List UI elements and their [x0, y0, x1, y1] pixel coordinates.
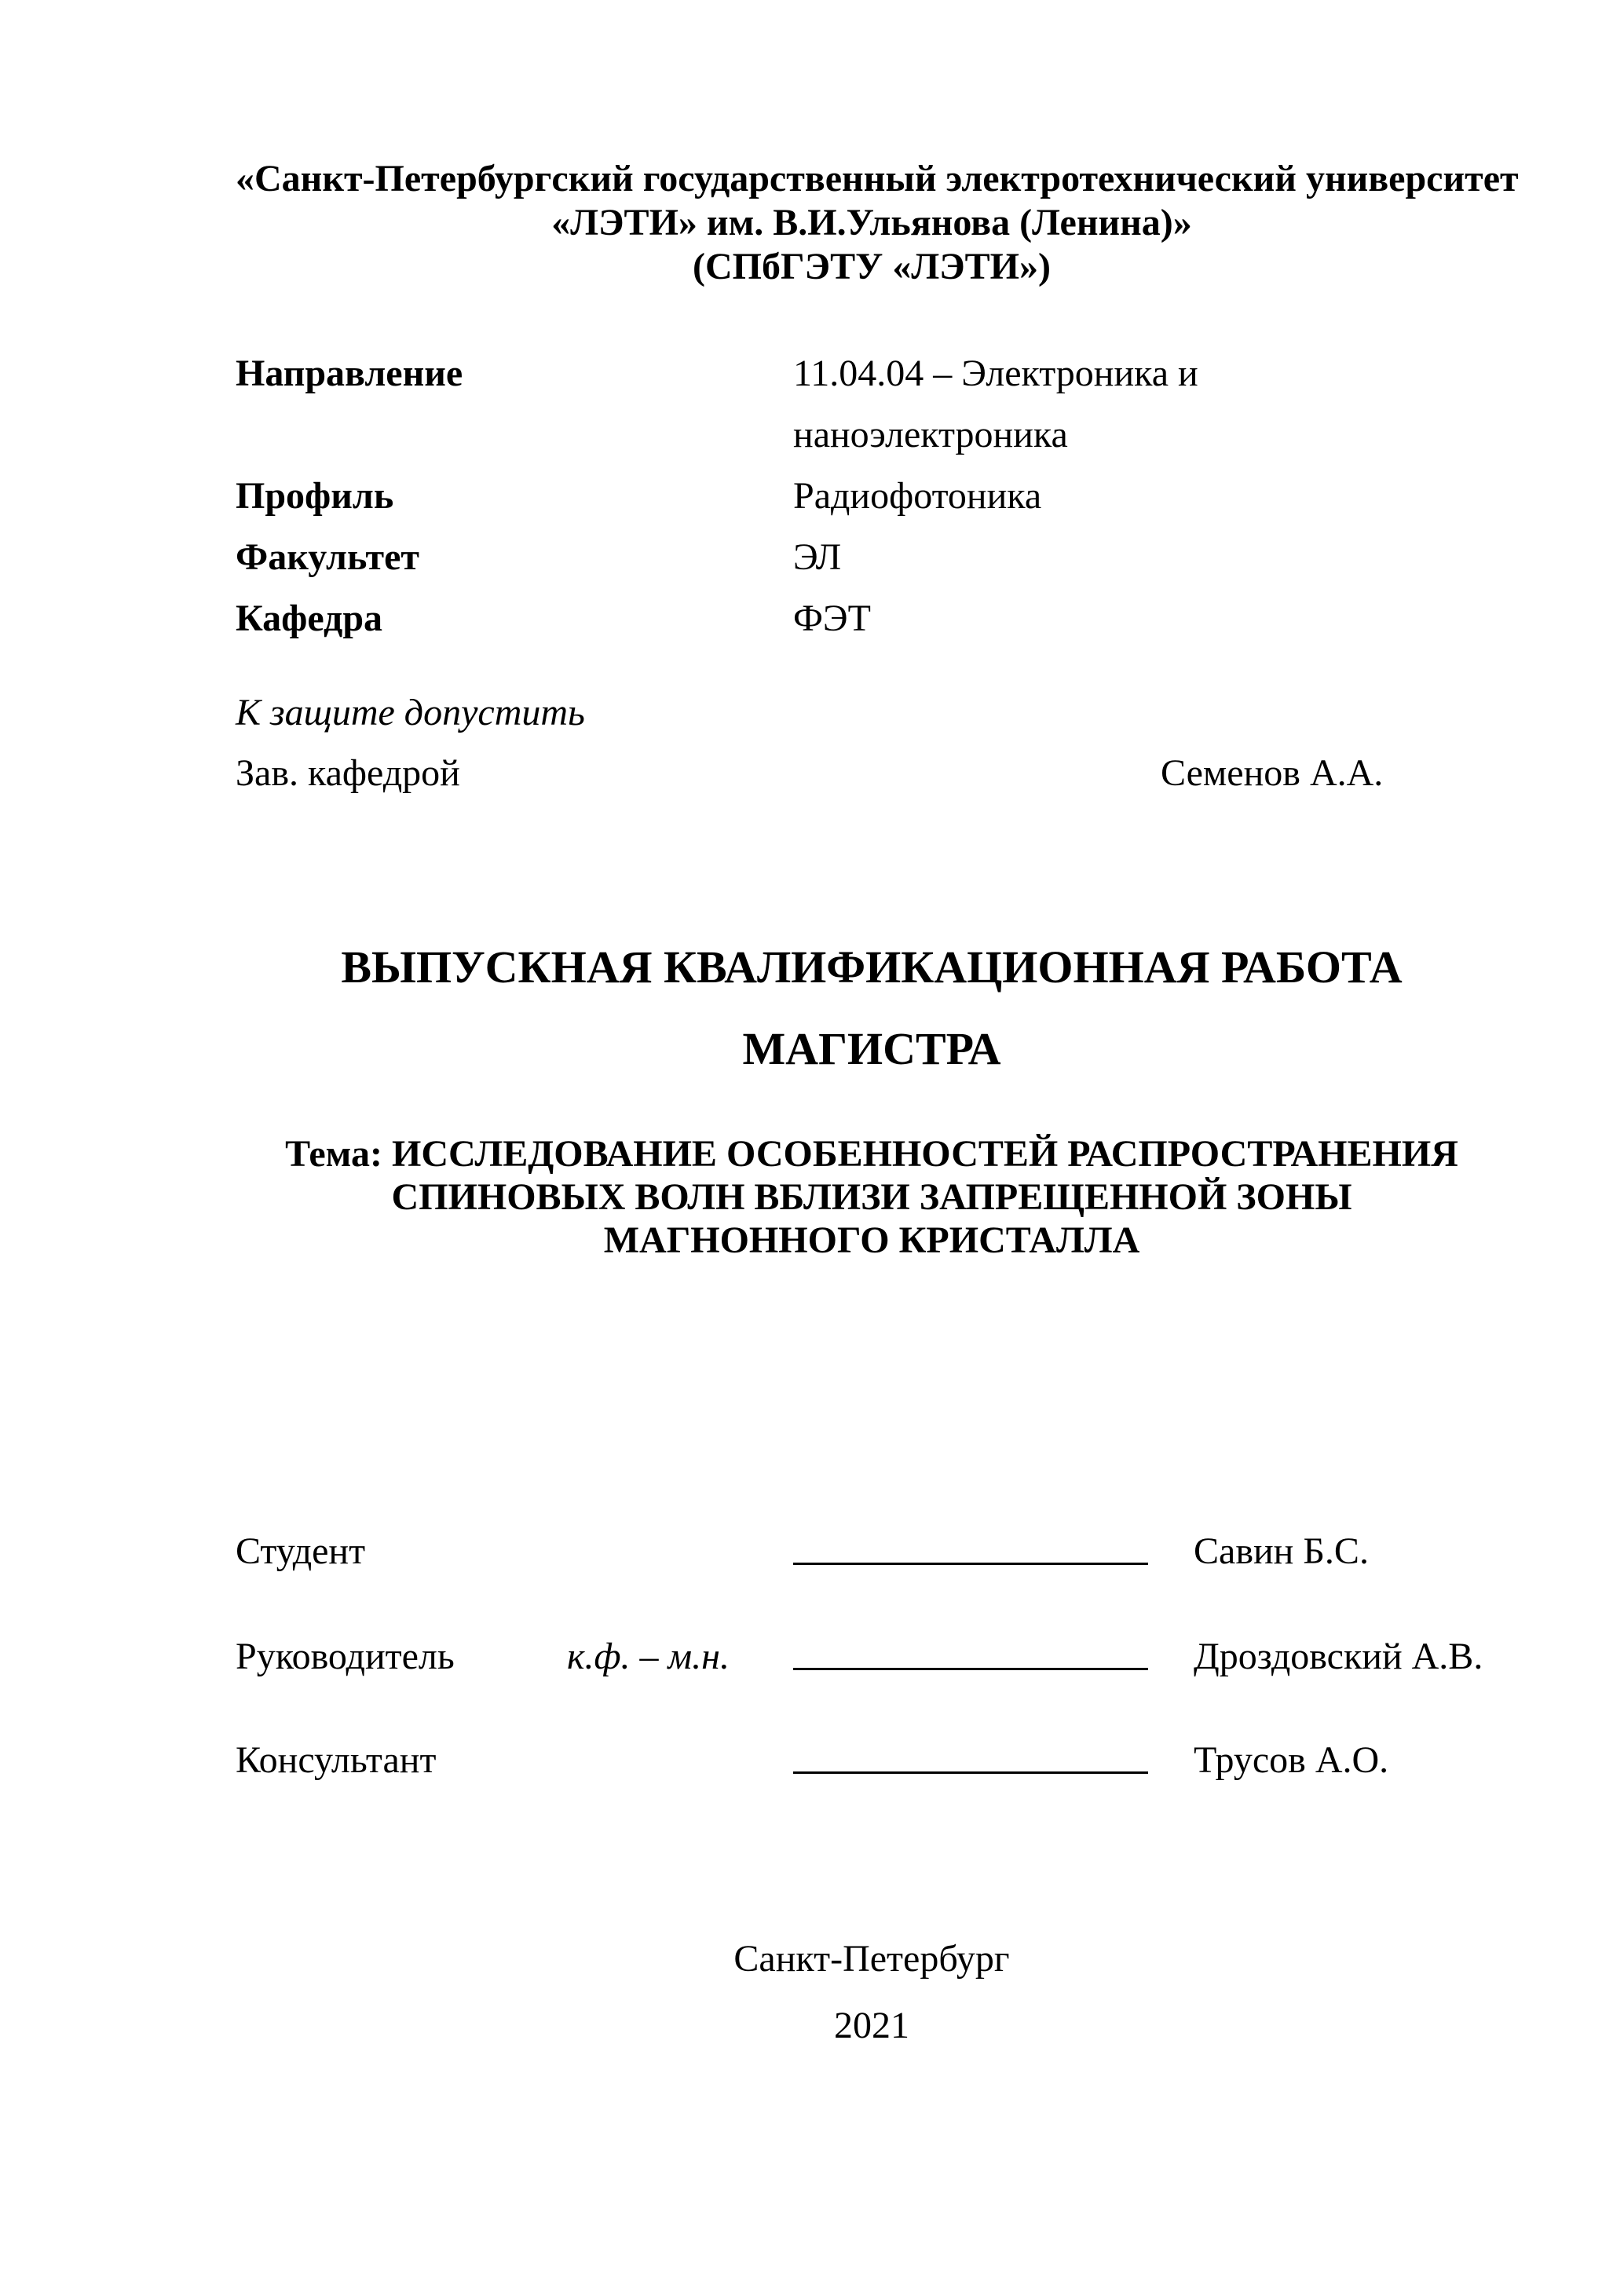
field-label-direction: Направление [236, 353, 463, 394]
university-name-line2: «ЛЭТИ» им. В.И.Ульянова (Ленина)» [551, 202, 1192, 243]
university-header [236, 157, 1519, 289]
department-head-name: Семенов А.А. [1161, 752, 1384, 794]
signature-row-supervisor [0, 1635, 1624, 1682]
signature-row-student [0, 1530, 1624, 1577]
signature-role-supervisor: Руководитель [236, 1636, 455, 1677]
department-head-label: Зав. кафедрой [236, 752, 460, 794]
university-name-line1: «Санкт-Петербургский государственный электротехнический университет [236, 158, 1519, 199]
field-value-direction: 11.04.04 – Электроника и наноэлектроника [793, 353, 1198, 455]
signature-line [793, 1668, 1148, 1670]
signature-degree-supervisor: к.ф. – м.н. [567, 1636, 730, 1677]
field-value-faculty: ЭЛ [793, 536, 842, 578]
university-name-line3: (СПбГЭТУ «ЛЭТИ») [693, 246, 1051, 287]
field-value-department: ФЭТ [793, 598, 871, 639]
thesis-title-line1: ВЫПУСКНАЯ КВАЛИФИКАЦИОННАЯ РАБОТА [341, 941, 1403, 993]
thesis-title-line2: МАГИСТРА [742, 1023, 1001, 1074]
field-value-profile: Радиофотоника [793, 475, 1042, 517]
field-label-faculty: Факультет [236, 536, 419, 578]
thesis-title [236, 927, 1508, 1090]
field-row-faculty [236, 527, 1508, 588]
signature-role-student: Студент [236, 1530, 366, 1572]
signature-line [793, 1563, 1148, 1565]
program-fields [236, 343, 1508, 649]
field-row-department [236, 588, 1508, 649]
signature-row-consultant [0, 1738, 1624, 1786]
signature-name-student: Савин Б.С. [1194, 1530, 1369, 1572]
field-row-profile [236, 466, 1508, 527]
signature-role-consultant: Консультант [236, 1739, 437, 1781]
field-label-profile: Профиль [236, 475, 394, 517]
thesis-theme-line2: СПИНОВЫХ ВОЛН ВБЛИЗИ ЗАПРЕЩЕННОЙ ЗОНЫ [391, 1176, 1352, 1218]
admission-note: К защите допустить [236, 692, 585, 733]
field-label-department: Кафедра [236, 598, 383, 639]
footer-city: Санкт-Петербург [733, 1938, 1010, 1980]
thesis-theme-line3: МАГНОННОГО КРИСТАЛЛА [603, 1219, 1140, 1261]
thesis-theme [236, 1132, 1508, 1262]
thesis-theme-line1: Тема: ИССЛЕДОВАНИЕ ОСОБЕННОСТЕЙ РАСПРОСТРАНЕНИЯ [285, 1133, 1458, 1175]
signature-line [793, 1771, 1148, 1774]
field-row-direction [236, 343, 1508, 466]
footer [236, 1925, 1508, 2059]
footer-year: 2021 [834, 2005, 909, 2046]
signature-name-supervisor: Дроздовский А.В. [1194, 1636, 1483, 1677]
signature-name-consultant: Трусов А.О. [1194, 1739, 1389, 1781]
